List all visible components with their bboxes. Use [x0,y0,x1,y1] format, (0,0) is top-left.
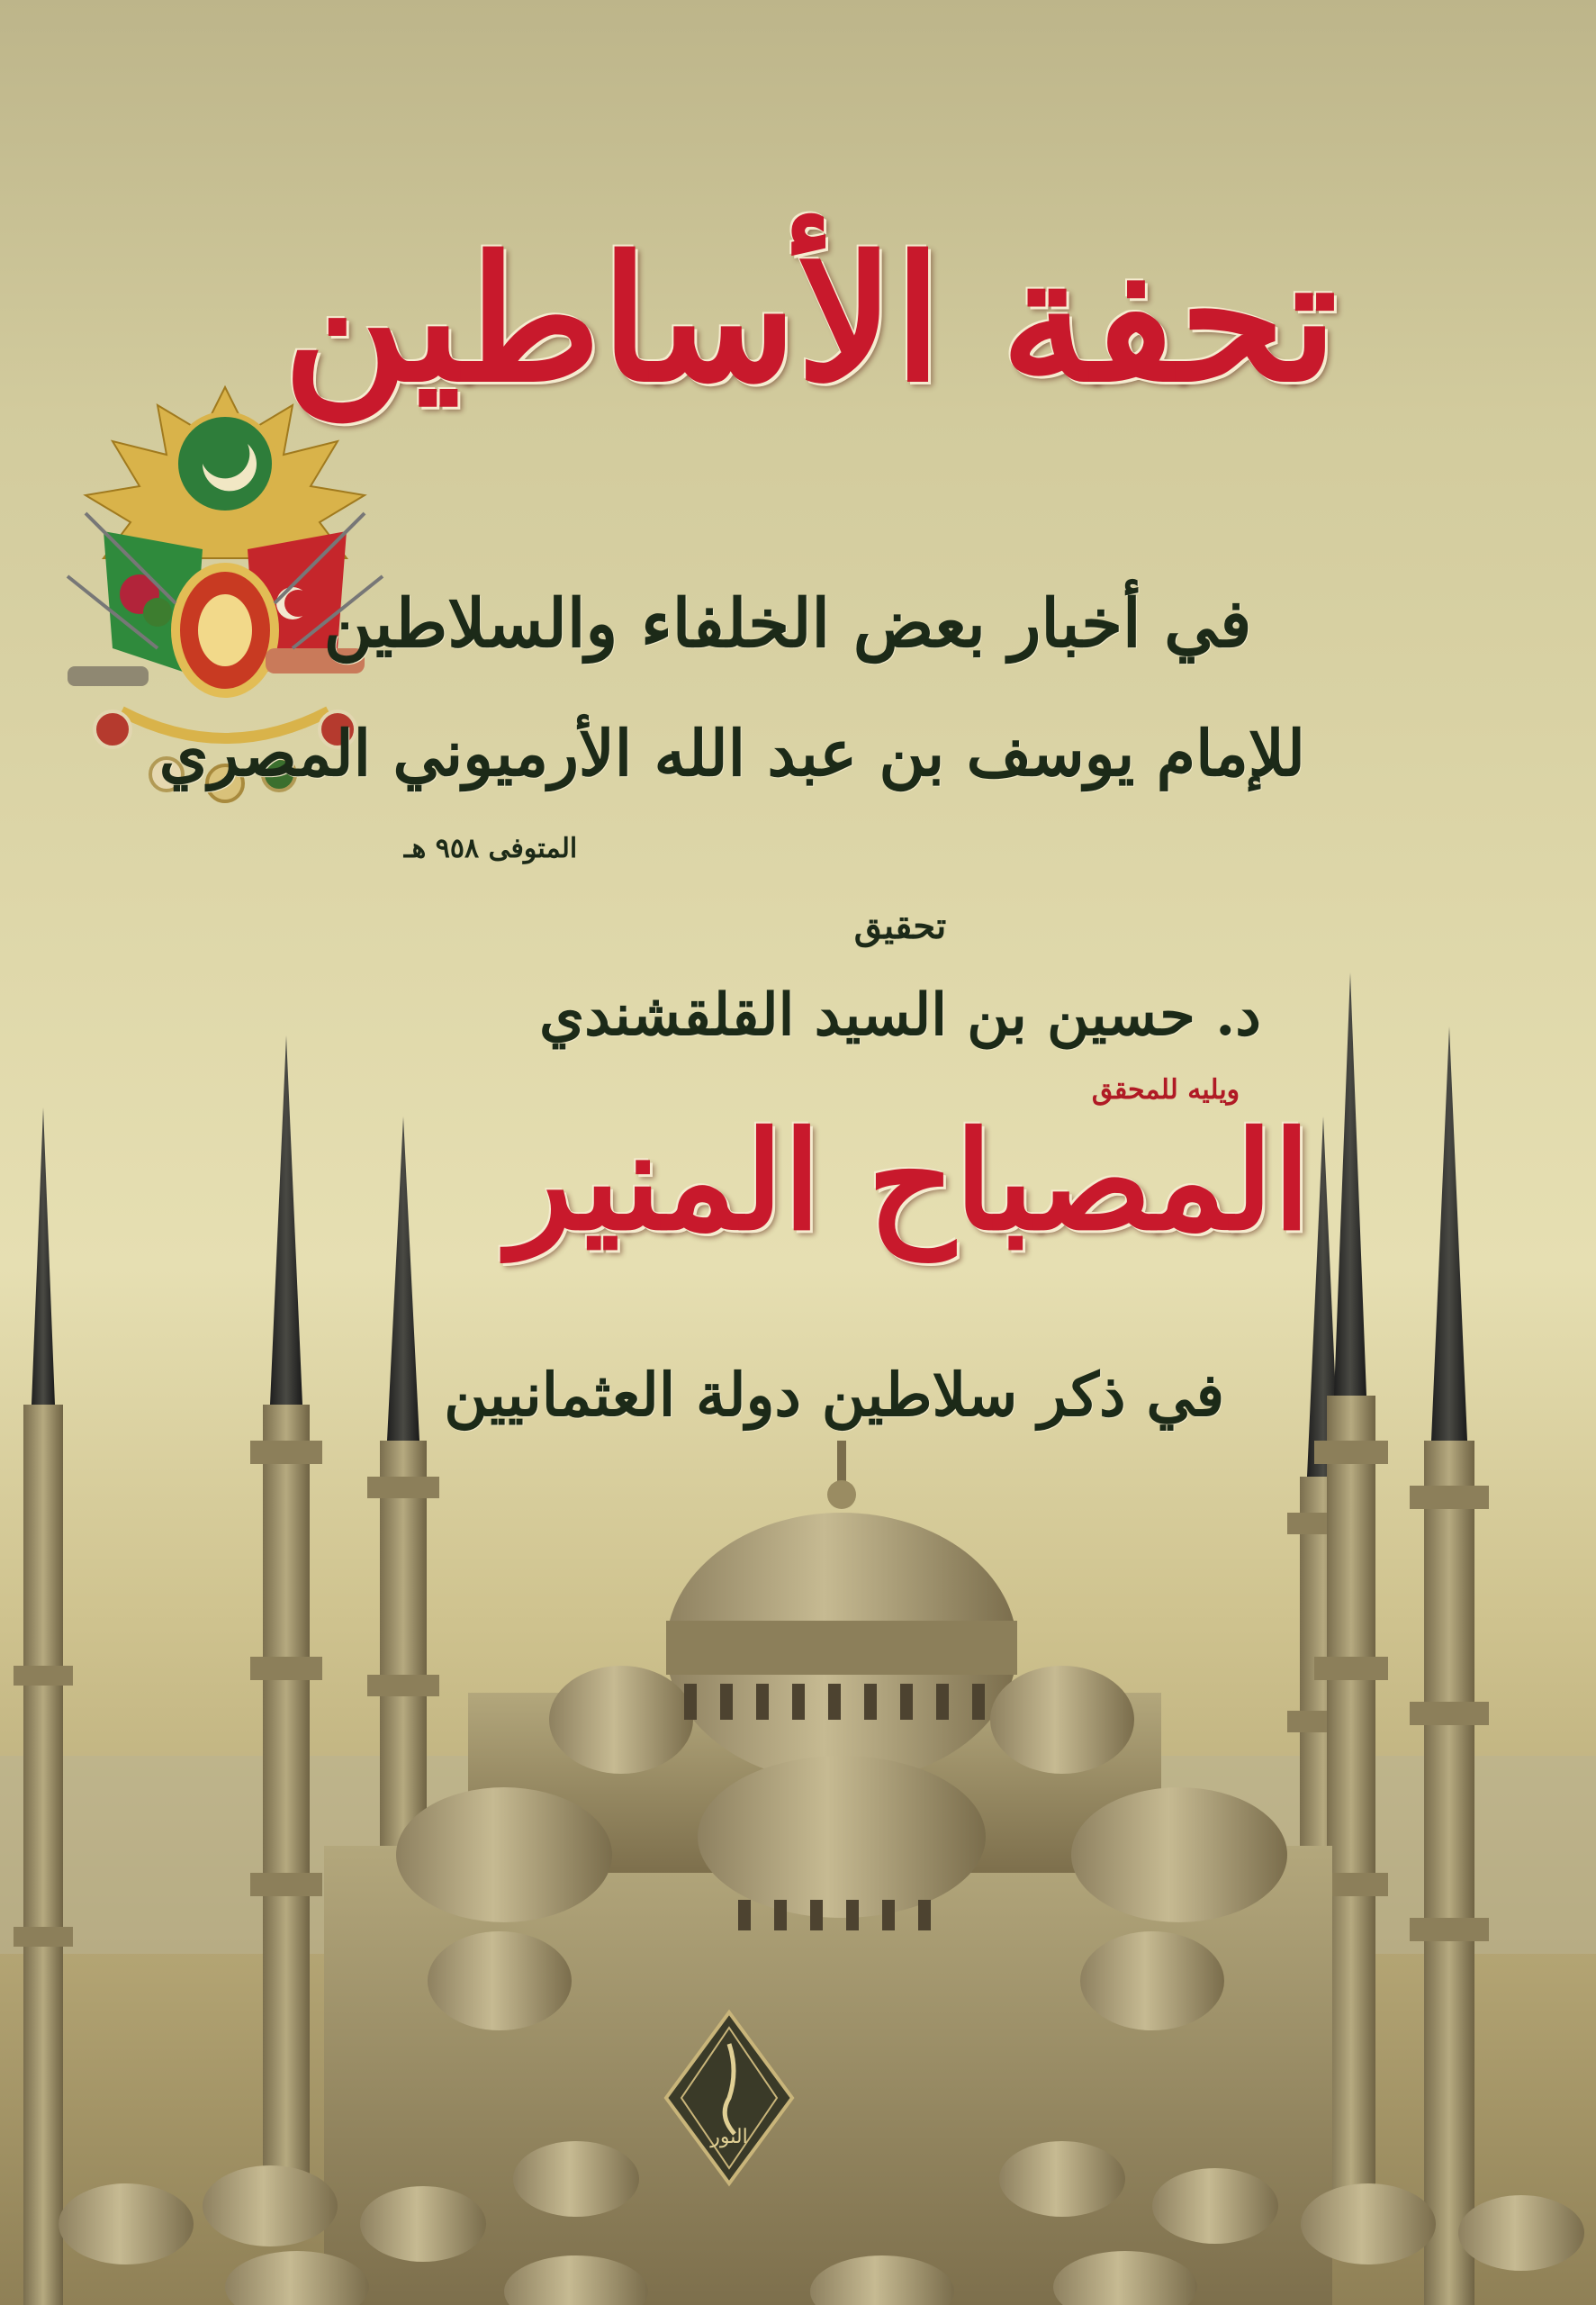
tahqiq-label: تحقيق [853,905,947,947]
death-date-note: المتوفى ٩٥٨ هـ [403,833,578,864]
author-line: للإمام يوسف بن عبد الله الأرميوني المصري [158,716,1305,791]
publisher-logo-text: النور [710,2126,748,2148]
main-title: تحفة الأساطين [283,219,1338,420]
minaret-right-3 [1410,1026,1489,2305]
second-title: المصباح المنير [508,1102,1311,1261]
editor-name: د. حسين بن السيد القلقشندي [539,981,1261,1049]
minaret-left-1 [14,1107,73,2305]
publisher-logo-icon [662,2008,797,2188]
subtitle: في أخبار بعض الخلفاء والسلاطين [323,585,1252,663]
minaret-left-2 [250,1035,322,2215]
followed-by-label: ويليه للمحقق [1091,1074,1240,1106]
second-subtitle: في ذكر سلاطين دولة العثمانيين [444,1360,1224,1430]
